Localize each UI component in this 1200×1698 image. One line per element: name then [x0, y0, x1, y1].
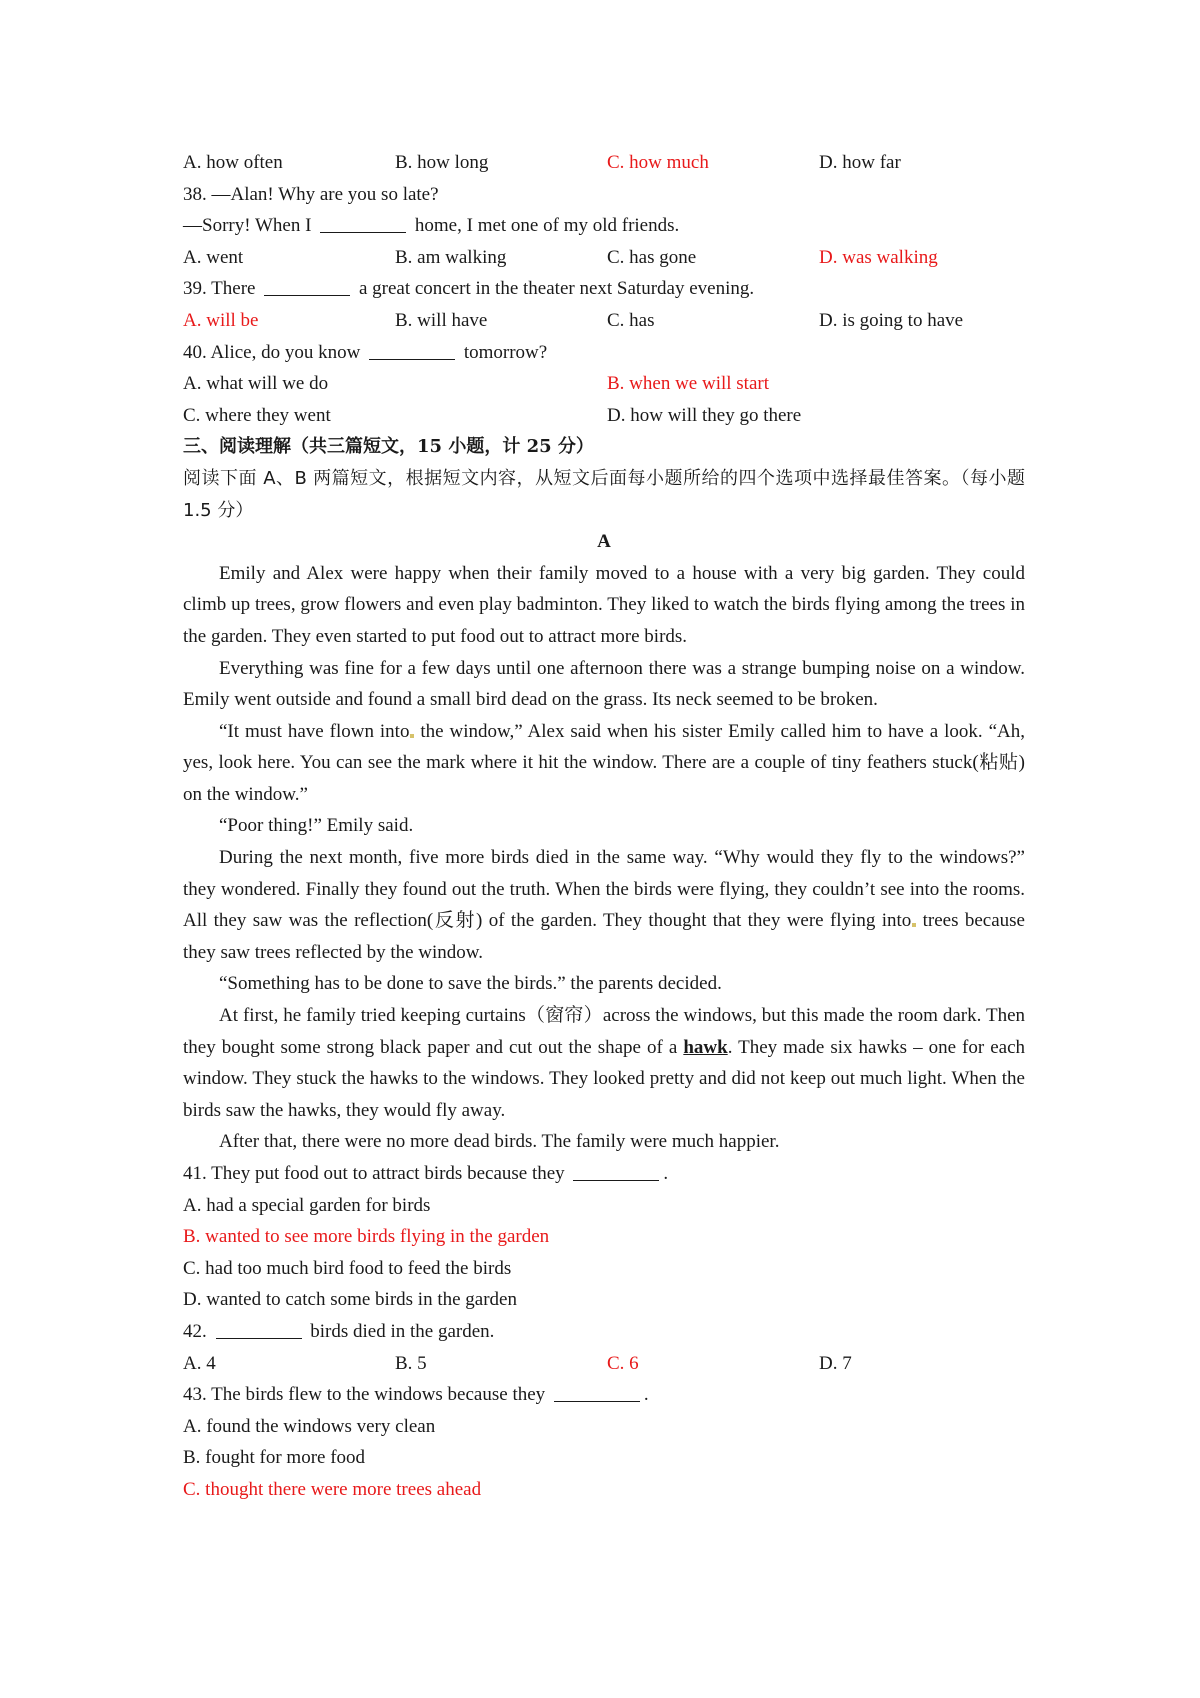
q41-blank: [573, 1160, 659, 1181]
q42-options: [183, 1348, 1025, 1380]
q40-option-a: A. what will we do: [183, 373, 329, 395]
q43-post: .: [643, 1384, 649, 1406]
hawk-keyword: hawk: [683, 1036, 728, 1058]
passage-a-paragraph-3: [183, 716, 1025, 811]
q40-stem: [183, 337, 1025, 369]
q42-blank: [216, 1318, 302, 1339]
q39-options: [183, 305, 1025, 337]
q37-option-b: B. how long: [395, 152, 489, 173]
q38-blank: [320, 212, 406, 233]
q39-post: a great concert in the theater next Saturday evening.: [358, 278, 755, 300]
p7-post: . They made six hawks – one for each window. They stuck the hawks to the windows. They looked pretty and did not keep out much light. When the birds saw the hawks, they would fly away.: [183, 1036, 1026, 1121]
q40-options-row1: [183, 368, 1025, 400]
q38-option-a: A. went: [183, 246, 244, 268]
passage-a-paragraph-7: [183, 1000, 1025, 1126]
q38-options: [183, 242, 1025, 274]
q42-option-a: A. 4: [183, 1352, 216, 1374]
p5-post: trees because they saw trees reflected by the window.: [183, 910, 1025, 963]
q43-option-c-answer: C. thought there were more trees ahead: [183, 1478, 482, 1500]
q40-options-row2: [183, 400, 1025, 432]
q42-pre: 42.: [183, 1320, 207, 1342]
q41-post: .: [663, 1163, 669, 1184]
q37-options: [183, 147, 1025, 179]
q38-line2-post: home, I met one of my old friends.: [414, 215, 680, 237]
q42-option-b: B. 5: [395, 1352, 427, 1374]
p7-pre: At first, he family tried keeping curtains（窗帘）across the windows, but this made the room dark. Then they bought some strong black paper and cut out the shape of a: [183, 1005, 1025, 1058]
passage-a-paragraph-4: “Poor thing!” Emily said.: [219, 815, 414, 837]
q42-post: birds died in the garden.: [310, 1320, 495, 1342]
q39-blank: [264, 275, 350, 296]
q37-option-d: D. how far: [819, 152, 901, 173]
q41-option-a: A. had a special garden for birds: [183, 1194, 431, 1216]
passage-a-paragraph-8: After that, there were no more dead birds. The family were much happier.: [219, 1131, 780, 1153]
q41-stem: [183, 1158, 1025, 1190]
q42-stem: [183, 1316, 1025, 1348]
q43-stem: [183, 1379, 1025, 1411]
q40-option-c: C. where they went: [183, 404, 331, 426]
passage-a-label: A: [597, 531, 611, 553]
q43-pre: 43. The birds flew to the windows because they: [183, 1384, 546, 1406]
q41-pre: 41. They put food out to attract birds because they: [183, 1163, 565, 1184]
passage-a-paragraph-2: Everything was fine for a few days until one afternoon there was a strange bumping noise on a window. Emily went outside and found a small bird dead on the grass. Its neck seemed to be broken.: [183, 657, 1025, 711]
q43-blank: [554, 1381, 640, 1402]
q38-line2-pre: —Sorry! When I: [183, 215, 312, 237]
q38-option-c: C. has gone: [607, 246, 697, 268]
p5-pre: During the next month, five more birds died in the same way. “Why would they fly to the windows?” they wondered. Finally they found out the truth. When the birds were flying, they couldn’t see into the rooms. All they saw was the reflection(反射) of the garden. They thought that they were flying into: [183, 847, 1025, 932]
q40-pre: 40. Alice, do you know: [183, 341, 361, 363]
passage-a-paragraph-6: “Something has to be done to save the birds.” the parents decided.: [219, 973, 722, 995]
q40-option-d: D. how will they go there: [607, 404, 802, 426]
q39-option-d: D. is going to have: [819, 309, 964, 331]
q40-option-b-answer: B. when we will start: [607, 373, 770, 395]
section-three-instruction: 阅读下面 A、B 两篇短文，根据短文内容，从短文后面每小题所给的四个选项中选择最佳答案。（每小题 1.5 分）: [183, 467, 1025, 521]
q38-stem: 38. —Alan! Why are you so late?: [183, 183, 439, 205]
p3-pre: “It must have flown into: [219, 720, 410, 742]
q40-post: tomorrow?: [463, 341, 548, 363]
q38-option-d-answer: D. was walking: [819, 246, 938, 268]
q40-blank: [369, 339, 455, 360]
p3-post: the window,” Alex said when his sister Emily called him to have a look. “Ah, yes, look here. You can see the mark where it hit the window. There are a couple of tiny feathers stuck(粘贴) on the window.”: [183, 720, 1025, 805]
q38-line2: [183, 210, 1025, 242]
q39-option-c: C. has: [607, 309, 655, 331]
q39-pre: 39. There: [183, 278, 256, 300]
q39-stem: [183, 273, 1025, 305]
passage-a-paragraph-5: [183, 842, 1025, 968]
q39-option-b: B. will have: [395, 309, 488, 331]
passage-a-paragraph-1: Emily and Alex were happy when their family moved to a house with a very big garden. They could climb up trees, grow flowers and even play badminton. They liked to watch the birds flying among the trees in the garden. They even started to put food out to attract more birds.: [183, 562, 1025, 647]
q41-option-b-answer: B. wanted to see more birds flying in the garden: [183, 1226, 550, 1248]
q41-option-c: C. had too much bird food to feed the birds: [183, 1257, 512, 1279]
q43-option-a: A. found the windows very clean: [183, 1415, 436, 1437]
q39-option-a-answer: A. will be: [183, 309, 259, 331]
q42-option-d: D. 7: [819, 1352, 852, 1374]
q43-option-b: B. fought for more food: [183, 1447, 366, 1469]
q37-option-a: A. how often: [183, 152, 283, 173]
q38-option-b: B. am walking: [395, 246, 507, 268]
q41-option-d: D. wanted to catch some birds in the garden: [183, 1289, 517, 1311]
section-three-title: 三、阅读理解（共三篇短文，15 小题，计 25 分）: [183, 436, 594, 458]
q42-option-c-answer: C. 6: [607, 1352, 639, 1374]
exam-content: [183, 147, 1025, 1506]
q37-option-c-answer: C. how much: [607, 152, 709, 173]
